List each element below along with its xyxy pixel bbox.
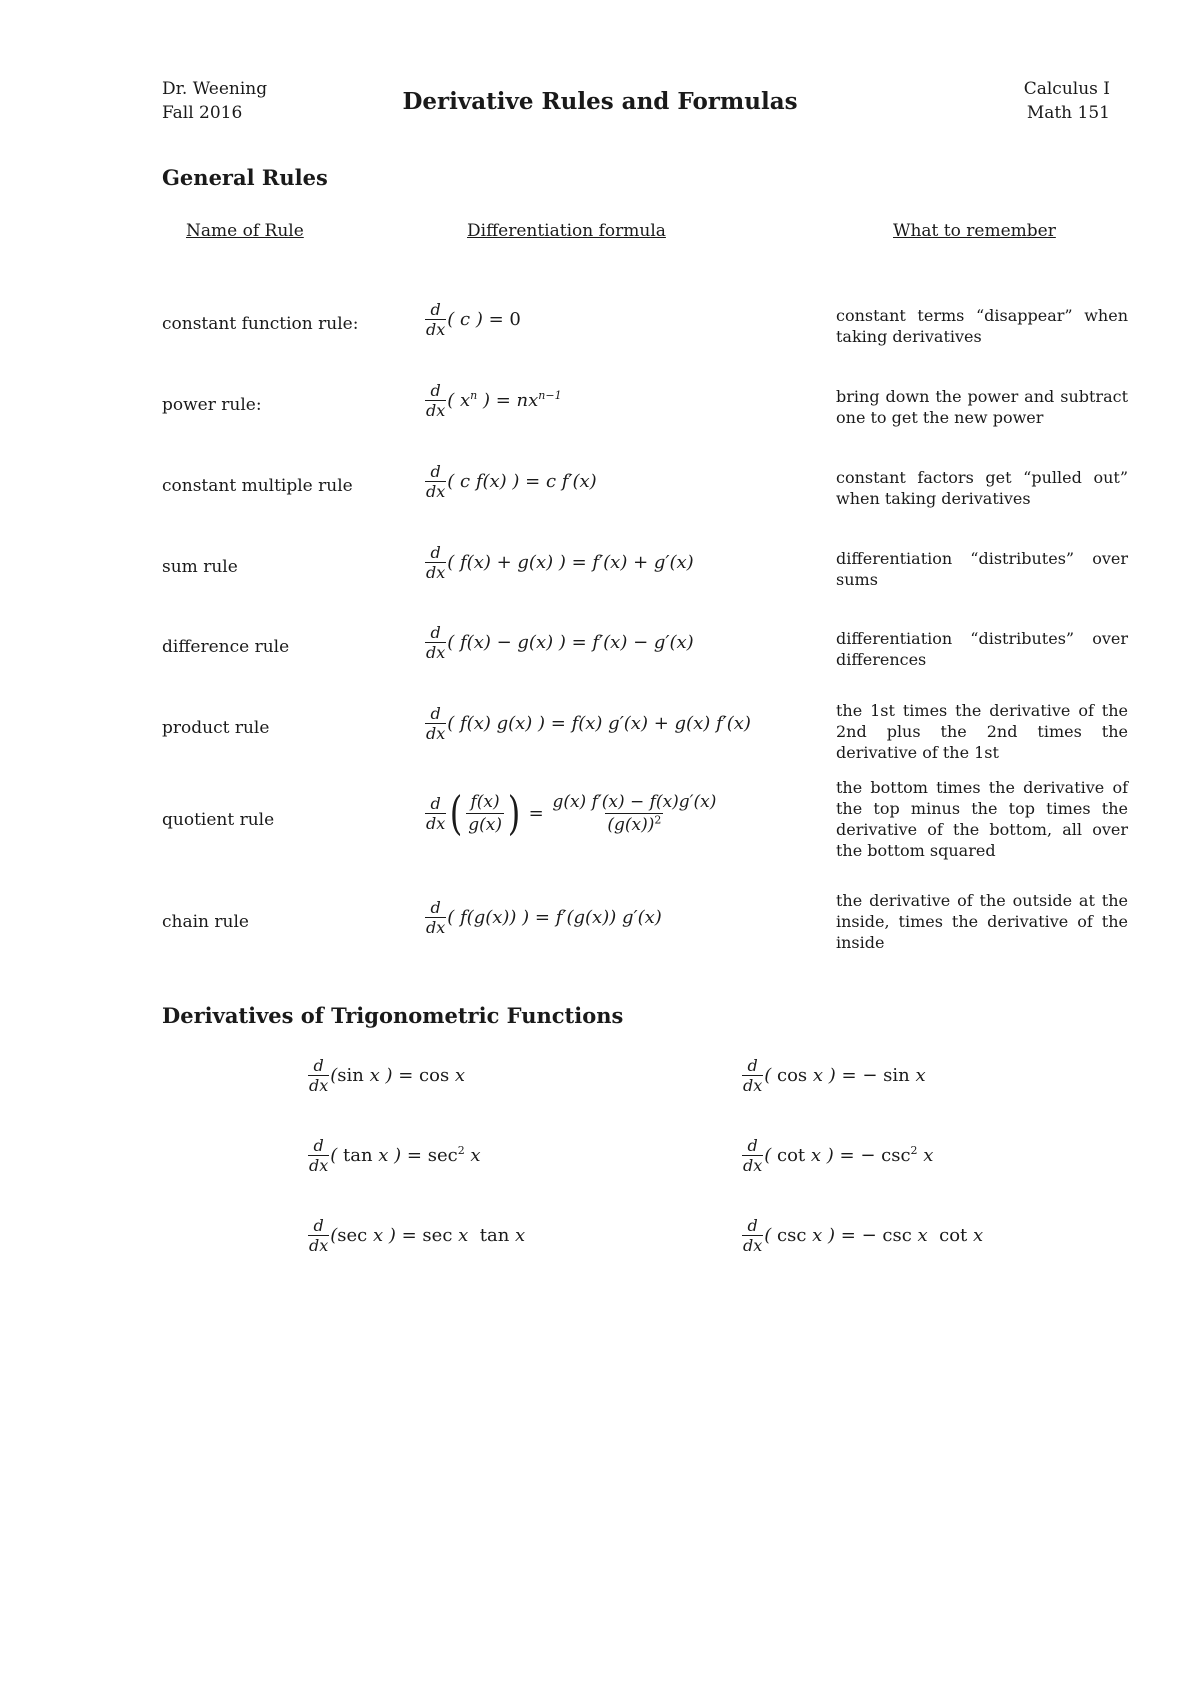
trig-sin: $\frac{d}{dx}$ (sin x ) = cos x [309, 1056, 466, 1095]
d-dx: $\frac{d}{dx}$ [426, 543, 446, 582]
trig-cos: $\frac{d}{dx}$ ( cos x ) = − sin x [743, 1056, 926, 1095]
formula-quotient: $\frac{d}{dx}$ ( $\frac{f(x)}{g(x)}$ ) = $\frac{g(x) f'(x) - f(x)g'(x)}{(g(x))^2}$ [426, 786, 717, 840]
rule-remember: differentiation “distributes” over differences [836, 629, 1128, 669]
rule-name: constant function rule: [162, 314, 359, 334]
d-dx: $\frac{d}{dx}$ [426, 793, 446, 833]
formula-power: $\frac{d}{dx}$ ( $x^n$ ) = $nx^{n-1}$ [426, 381, 562, 420]
rule-remember: the 1st times the derivative of the 2nd plus the 2nd times the derivative of the 1st [836, 701, 1128, 762]
rule-name: sum rule [162, 557, 238, 577]
rule-remember: bring down the power and subtract one to get the new power [836, 387, 1128, 427]
rule-remember: the bottom times the derivative of the top minus the top times the derivative of the bottom, all over the bottom squared [836, 778, 1128, 860]
formula-difference: $\frac{d}{dx}$ ( f(x) − g(x) ) = f′(x) − g′(x) [426, 623, 694, 662]
col-what-to-remember: What to remember [893, 221, 1056, 241]
page-title: Derivative Rules and Formulas [402, 88, 798, 115]
d-dx: $\frac{d}{dx}$ [426, 381, 446, 420]
d-dx: $\frac{d}{dx}$ [743, 1136, 763, 1175]
trig-sec: $\frac{d}{dx}$ (sec x ) = sec x tan x [309, 1216, 526, 1255]
d-dx: $\frac{d}{dx}$ [309, 1056, 329, 1095]
d-dx: $\frac{d}{dx}$ [426, 300, 446, 339]
course: Calculus I [1023, 79, 1110, 99]
fraction-quotient-result: $\frac{g(x) f'(x) - f(x)g'(x)}{(g(x))^2}$ [552, 791, 717, 835]
trig-heading: Derivatives of Trigonometric Functions [162, 1003, 624, 1028]
d-dx: $\frac{d}{dx}$ [743, 1056, 763, 1095]
formula-sum: $\frac{d}{dx}$ ( f(x) + g(x) ) = f′(x) + g′(x) [426, 543, 694, 582]
d-dx: $\frac{d}{dx}$ [743, 1216, 763, 1255]
general-rules-heading: General Rules [162, 165, 328, 190]
formula-product: $\frac{d}{dx}$ ( f(x) g(x) ) = f(x) g′(x) + g(x) f′(x) [426, 704, 751, 743]
trig-cot: $\frac{d}{dx}$ ( cot x ) = − $\csc^2 x$ [743, 1136, 934, 1175]
trig-csc: $\frac{d}{dx}$ ( csc x ) = − csc x cot x [743, 1216, 984, 1255]
rule-name: product rule [162, 718, 270, 738]
rule-name: quotient rule [162, 810, 275, 830]
col-name-of-rule: Name of Rule [186, 221, 304, 241]
term: Fall 2016 [162, 103, 243, 123]
d-dx: $\frac{d}{dx}$ [309, 1136, 329, 1175]
formula-constant: $\frac{d}{dx}$ ( c ) = 0 [426, 300, 521, 339]
rule-name: power rule: [162, 395, 262, 415]
col-differentiation-formula: Differentiation formula [467, 221, 666, 241]
formula-chain: $\frac{d}{dx}$ ( f(g(x)) ) = f′(g(x)) g′(x) [426, 898, 662, 937]
author: Dr. Weening [162, 79, 268, 99]
d-dx: $\frac{d}{dx}$ [309, 1216, 329, 1255]
d-dx: $\frac{d}{dx}$ [426, 462, 446, 501]
formula-constant-multiple: $\frac{d}{dx}$ ( c f(x) ) = c f′(x) [426, 462, 597, 501]
rule-name: chain rule [162, 912, 249, 932]
rule-name: constant multiple rule [162, 476, 353, 496]
rule-remember: constant factors get “pulled out” when taking derivatives [836, 468, 1128, 508]
d-dx: $\frac{d}{dx}$ [426, 704, 446, 743]
fraction-f-over-g: $\frac{f(x)}{g(x)}$ [468, 791, 502, 835]
rule-remember: differentiation “distributes” over sums [836, 549, 1128, 589]
course-number: Math 151 [1026, 103, 1110, 123]
rule-remember: the derivative of the outside at the inside, times the derivative of the inside [836, 891, 1128, 952]
rule-remember: constant terms “disappear” when taking derivatives [836, 306, 1128, 346]
trig-tan: $\frac{d}{dx}$ ( tan x ) = $\sec^2 x$ [309, 1136, 481, 1175]
rule-name: difference rule [162, 637, 290, 657]
header-right [1024, 77, 1110, 125]
d-dx: $\frac{d}{dx}$ [426, 898, 446, 937]
d-dx: $\frac{d}{dx}$ [426, 623, 446, 662]
